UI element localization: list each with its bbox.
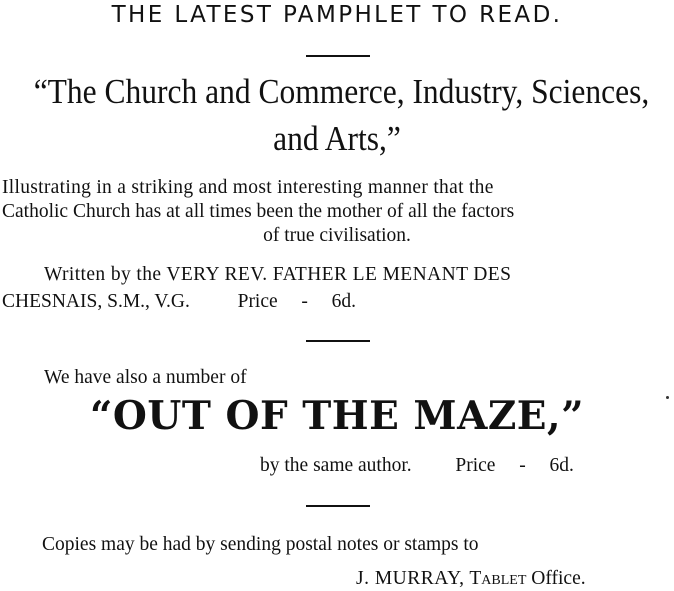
header-title: THE LATEST PAMPHLET TO READ.: [111, 2, 563, 28]
author-line1: Written by the VERY REV. FATHER LE MENANT DES: [44, 264, 512, 285]
byline-text: by the same author.: [260, 455, 412, 476]
description-line1: Illustrating in a striking and most interesting manner that the: [2, 177, 494, 198]
divider-middle: [306, 340, 370, 342]
price-value: 6d.: [331, 291, 357, 312]
signature: [356, 568, 586, 590]
description-line3: of true civilisation.: [263, 225, 411, 246]
author-name-cont: CHESNAIS, S.M., V.G.: [2, 291, 190, 312]
divider-top: [306, 55, 370, 57]
divider-bottom: [306, 505, 370, 507]
copies-text: Copies may be had by sending postal notes or stamps to: [42, 534, 479, 555]
signature-office-rest: Office.: [531, 568, 586, 589]
stray-mark: [666, 396, 669, 399]
second-pamphlet-title: “OUT OF THE MAZE,”: [89, 393, 585, 439]
pamphlet-description: [0, 176, 674, 248]
pamphlet-title-line2: and Arts,”: [273, 119, 401, 158]
price-label: Price: [237, 291, 278, 312]
signature-name: J. MURRAY,: [356, 568, 465, 589]
price-dash: -: [301, 291, 308, 312]
second-price-value: 6d.: [549, 455, 574, 476]
second-price-dash: -: [519, 455, 526, 476]
description-line2: Catholic Church has at all times been the mother of all the factors: [2, 201, 515, 222]
second-price-label: Price: [455, 455, 496, 476]
pamphlet-title-line1: “The Church and Commerce, Industry, Sciences,: [33, 72, 650, 111]
signature-office-caps: Tablet: [469, 568, 527, 589]
author-line2: [2, 291, 356, 313]
second-byline-row: [260, 455, 574, 477]
intro-text: We have also a number of: [44, 367, 247, 388]
